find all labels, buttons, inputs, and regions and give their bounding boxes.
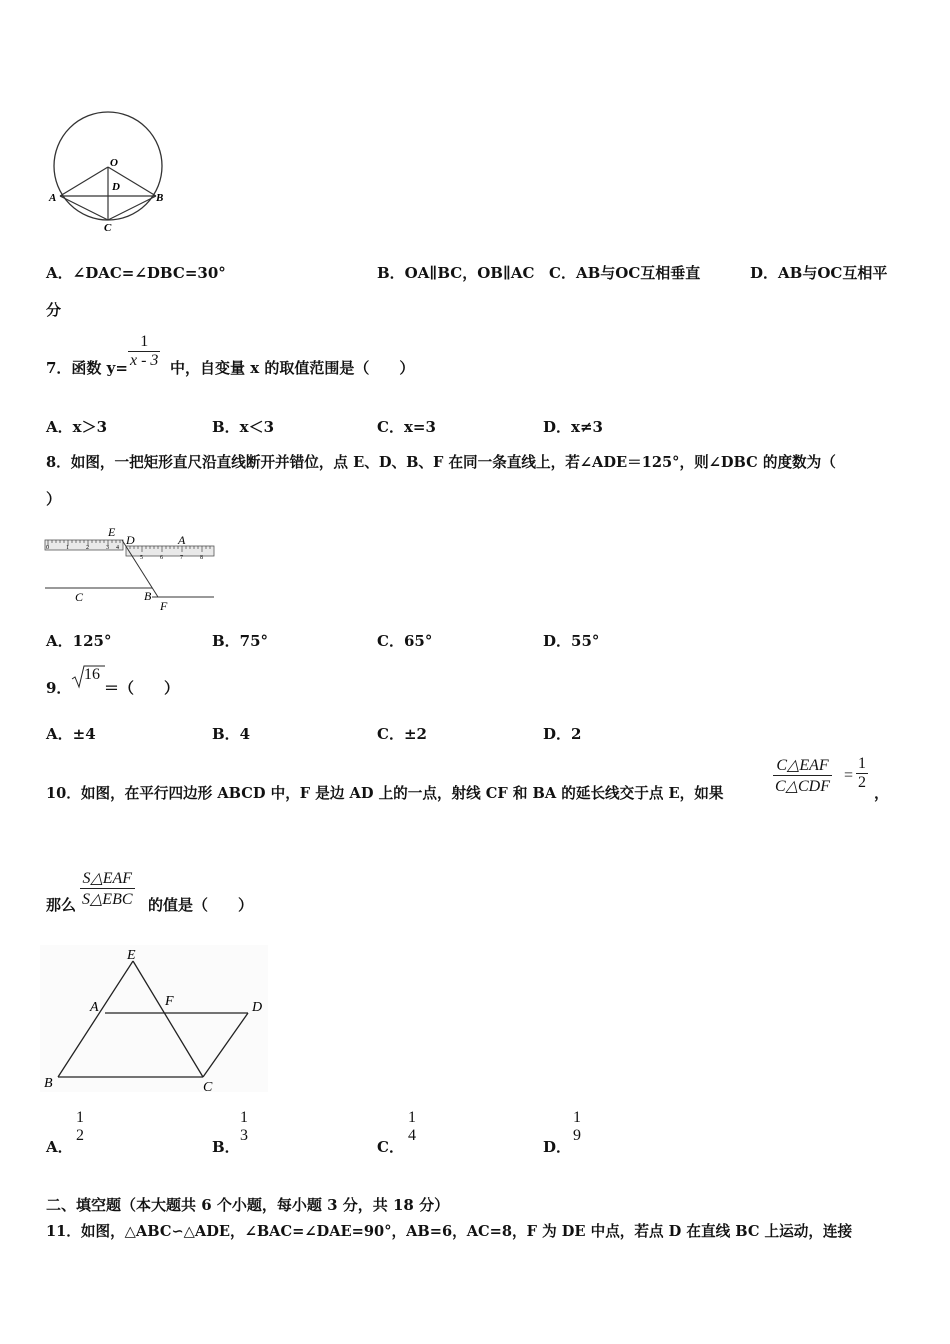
q10-label-d: D: [252, 1000, 263, 1015]
q8-text-line2: ）: [46, 490, 62, 508]
q6-label-o: O: [110, 157, 118, 169]
q7-prefix: 7．函数 y=: [46, 359, 128, 377]
q8-ruler-figure: [40, 522, 225, 614]
q10-option-c-label[interactable]: C．: [377, 1138, 404, 1156]
q6-label-a: A: [49, 192, 57, 204]
q10-ask-den: S△EBC: [80, 888, 135, 909]
q10-parallelogram-figure: [40, 945, 275, 1095]
q10-option-d-num: 1: [573, 1109, 581, 1126]
q10-option-d-frac[interactable]: [571, 1109, 583, 1145]
q6-seg-ac: [60, 196, 108, 220]
q10-option-d-den: 9: [573, 1127, 581, 1144]
q10-label-f: F: [165, 994, 174, 1009]
q8-tick-6: 6: [160, 555, 163, 561]
q8-label-a: A: [178, 533, 186, 547]
q6-option-b[interactable]: B．OA∥BC，OB∥AC: [377, 264, 535, 282]
q10-text: 10．如图，在平行四边形 ABCD 中，F 是边 AD 上的一点，射线 CF 和 BA 的延长线交于点 E，如果: [46, 785, 724, 802]
q10-half-num: 1: [858, 755, 866, 772]
q10-ratio-fraction: [773, 755, 832, 796]
q8-option-b[interactable]: B．75°: [212, 632, 269, 650]
q7-option-b[interactable]: B．x＜3: [212, 418, 275, 436]
q10-line2-prefix: 那么: [46, 896, 77, 914]
q10-option-c-den: 4: [408, 1127, 416, 1144]
q10-ask-fraction: [80, 868, 135, 909]
q10-ask-num: S△EAF: [82, 870, 133, 887]
q8-tick-8: 8: [200, 555, 203, 561]
q7-frac-num: 1: [140, 333, 149, 350]
q7-fraction: [128, 333, 160, 370]
q10-ratio-num: C△EAF: [776, 757, 829, 774]
q10-ratio-den: C△CDF: [773, 775, 832, 796]
q9-prefix: 9．: [46, 679, 72, 697]
q9-option-b[interactable]: B．4: [212, 725, 251, 743]
q10-option-d-label[interactable]: D．: [543, 1138, 572, 1156]
q7-option-a[interactable]: A．x＞3: [46, 418, 108, 436]
q8-label-d: D: [126, 533, 135, 547]
q9-option-c[interactable]: C．±2: [377, 725, 427, 743]
q10-option-c-frac[interactable]: [406, 1109, 418, 1145]
q8-option-c[interactable]: C．65°: [377, 632, 433, 650]
q10-option-a-frac[interactable]: [74, 1109, 86, 1145]
q10-option-b-frac[interactable]: [238, 1109, 250, 1145]
q10-label-c: C: [203, 1080, 213, 1095]
q10-option-c-num: 1: [408, 1109, 416, 1126]
q6-option-d-wrap: 分: [46, 301, 62, 319]
q10-equals: =: [844, 767, 854, 784]
q9-suffix: ＝（ ）: [104, 679, 180, 697]
q8-text-line1: 8．如图，一把矩形直尺沿直线断开并错位，点 E、D、B、F 在同一条直线上，若∠ADE＝125°，则∠DBC 的度数为（: [46, 454, 836, 471]
q8-label-f: F: [160, 599, 168, 613]
q10-label-e: E: [127, 948, 136, 963]
section2-heading: 二、填空题（本大题共 6 个小题，每小题 3 分，共 18 分）: [46, 1196, 450, 1214]
q10-option-b-label[interactable]: B．: [212, 1138, 240, 1156]
q10-option-a-den: 2: [76, 1127, 84, 1144]
q7-option-d[interactable]: D．x≠3: [543, 418, 603, 436]
q6-label-c: C: [104, 222, 112, 234]
q8-tick-0: 0: [46, 545, 49, 551]
q9-option-a[interactable]: A．±4: [46, 725, 96, 743]
q6-label-b: B: [156, 192, 164, 204]
q10-half-den: 2: [858, 774, 866, 791]
q6-label-d: D: [112, 181, 120, 193]
q8-option-a[interactable]: A．125°: [46, 632, 112, 650]
q8-tick-3: 3: [106, 545, 109, 551]
q8-tick-4: 4: [116, 545, 119, 551]
q7-suffix: 中，自变量 x 的取值范围是（ ）: [170, 359, 415, 377]
q10-option-a-label[interactable]: A．: [46, 1138, 73, 1156]
q8-option-d[interactable]: D．55°: [543, 632, 600, 650]
q6-option-c[interactable]: C．AB与OC互相垂直: [549, 264, 701, 282]
q9-option-d[interactable]: D．2: [543, 725, 582, 743]
q9-radicand: 16: [84, 666, 100, 683]
q10-option-b-den: 3: [240, 1127, 248, 1144]
q8-tick-7: 7: [180, 555, 183, 561]
q10-half-fraction: [856, 755, 868, 792]
q6-option-a[interactable]: A．∠DAC=∠DBC=30°: [46, 264, 226, 282]
q10-option-b-num: 1: [240, 1109, 248, 1126]
q6-seg-bc: [108, 196, 156, 220]
q8-tick-5: 5: [140, 555, 143, 561]
q6-circle-figure: [40, 105, 180, 240]
q10-line2-suffix: 的值是（ ）: [148, 896, 254, 914]
q6-option-d[interactable]: D．AB与OC互相平: [750, 264, 888, 282]
q11-text: 11．如图，△ABC∽△ADE，∠BAC=∠DAE=90°，AB=6，AC=8，F 为 DE 中点，若点 D 在直线 BC 上运动，连接: [46, 1223, 853, 1240]
q8-label-c: C: [75, 590, 84, 604]
q7-frac-den: x - 3: [130, 352, 159, 369]
q8-label-b: B: [144, 589, 152, 603]
q8-tick-2: 2: [86, 545, 89, 551]
q10-comma: ，: [874, 784, 890, 802]
q8-label-e: E: [108, 525, 116, 539]
q10-option-a-num: 1: [76, 1109, 84, 1126]
q8-tick-1: 1: [66, 545, 69, 551]
q6-seg-oa: [60, 167, 108, 196]
q7-option-c[interactable]: C．x=3: [377, 418, 436, 436]
q10-label-a: A: [90, 1000, 99, 1015]
q10-label-b: B: [44, 1076, 53, 1091]
